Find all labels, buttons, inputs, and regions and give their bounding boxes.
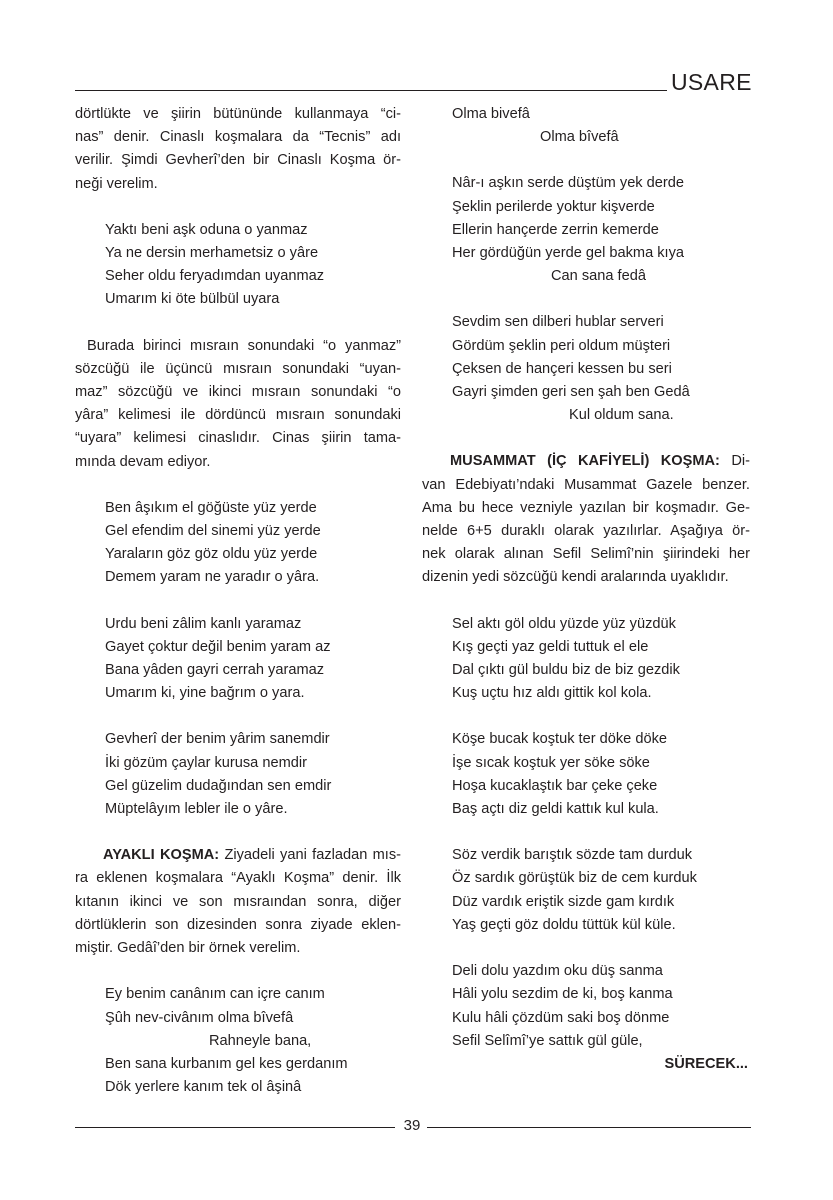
- verse-line: Dök yerlere kanım tek ol âşinâ: [105, 1079, 302, 1096]
- verse-line: Kuş uçtu hız aldı gittik kol kola.: [452, 685, 652, 702]
- stanza: [75, 983, 401, 1099]
- verse-line: Ya ne dersin merhametsiz o yâre: [105, 245, 319, 262]
- text-line: kıtanın ikinci ve son mısraından sonra, diğer: [75, 893, 401, 910]
- stanza: [422, 960, 750, 1053]
- verse-line: Deli dolu yazdım oku düş sanma: [452, 963, 663, 980]
- text-line: nas” denir. Cinaslı koşmalara da “Tecnis” adı: [75, 129, 401, 146]
- text-run: Ziyadeli yani fazladan mıs-: [219, 847, 401, 864]
- verse-line: Ey benim canânım can içre canım: [105, 986, 325, 1003]
- verse-line: Demem yaram ne yaradır o yâra.: [105, 569, 320, 586]
- verse-line: Hoşa kucaklaştık bar çeke çeke: [452, 777, 658, 794]
- text-line: yâra” kelimesi ile dördüncü mısraın sonundaki: [75, 407, 401, 424]
- text-line: [75, 844, 401, 867]
- refrain-line: Can sana fedâ: [551, 268, 646, 285]
- text-line: verilir. Şimdi Gevherî’den bir Cinaslı Koşma ör-: [75, 152, 401, 169]
- continued-label: SÜRECEK...: [664, 1055, 748, 1072]
- verse-line: Her gördüğün yerde gel bakma kıya: [452, 245, 685, 262]
- text-line: dörtlükte ve şiirin bütününde kullanmaya “ci-: [75, 106, 401, 122]
- stanza: [422, 613, 750, 706]
- text-line: van Edebiyatı’ndaki Musammat Gazele benzer.: [422, 476, 750, 493]
- verse-line: Olma bivefâ: [452, 106, 530, 122]
- verse-line: Gevherî der benim yârim sanemdir: [105, 731, 330, 748]
- stanza: [75, 497, 401, 590]
- verse-line: Söz verdik barıştık sözde tam durduk: [452, 847, 693, 864]
- text-line: Burada birinci mısraın sonundaki “o yanmaz”: [87, 337, 401, 354]
- text-line: maz” sözcüğü ve ikinci mısraın sonundaki “o: [75, 384, 401, 401]
- section-heading: MUSAMMAT (İÇ KAFİYELİ) KOŞMA:: [450, 453, 720, 470]
- musammat-kosma-paragraph: [422, 450, 750, 589]
- footer-rule-right: [427, 1127, 751, 1128]
- section-heading: AYAKLI KOŞMA:: [103, 847, 220, 864]
- verse-line: Yaktı beni aşk oduna o yanmaz: [105, 221, 308, 238]
- verse-line: Gayri şimden geri sen şah ben Gedâ: [452, 384, 690, 401]
- text-line: miştir. Gedâî’den bir örnek verelim.: [75, 940, 301, 957]
- verse-line: Köşe bucak koştuk ter döke döke: [452, 731, 667, 748]
- verse-line: Umarım ki, yine bağrım o yara.: [105, 685, 305, 702]
- refrain-line: Rahneyle bana,: [209, 1032, 312, 1049]
- text-run: Di-: [719, 453, 750, 470]
- text-line: dizenin yedi sözcüğü kendi aralarında uyaklıdır.: [422, 569, 729, 586]
- verse-line: Şeklin perilerde yoktur kişverde: [452, 198, 655, 215]
- verse-line: Yaraların göz göz oldu yüz yerde: [105, 546, 318, 563]
- intro-paragraph: [75, 103, 401, 196]
- verse-line: Kış geçti yaz geldi tuttuk el ele: [452, 638, 649, 655]
- verse-line: Gördüm şeklin peri oldum müşteri: [452, 337, 671, 354]
- text-line: ra eklenen koşmalara “Ayaklı Koşma” denir. İlk: [75, 870, 401, 887]
- journal-title: USARE: [671, 69, 752, 95]
- text-line: dörtlüklerin son dizesinden sonra ziyade eklen-: [75, 916, 401, 933]
- verse-line: Bana yâden gayri cerrah yaramaz: [105, 662, 325, 679]
- text-line: neği verelim.: [75, 175, 158, 192]
- verse-line: Gayet çoktur değil benim yaram az: [105, 638, 331, 655]
- right-column: [422, 103, 750, 1076]
- text-line: sözcüğü ile üçüncü mısraın sonundaki “uyan-: [75, 360, 401, 377]
- verse-line: Urdu beni zâlim kanlı yaramaz: [105, 615, 302, 632]
- verse-line: İşe sıcak koştuk yer söke söke: [452, 754, 650, 771]
- verse-line: Nâr-ı aşkın serde düştüm yek derde: [452, 175, 684, 192]
- stanza: [75, 613, 401, 706]
- text-line: [422, 450, 750, 473]
- verse-line: Seher oldu feryadımdan uyanmaz: [105, 268, 325, 285]
- verse-line: Şûh nev-civânım olma bîvefâ: [105, 1009, 294, 1026]
- verse-line: Düz vardık eriştik sizde gam kırdık: [452, 893, 675, 910]
- stanza: [422, 172, 750, 288]
- text-line: mında devam ediyor.: [75, 453, 211, 470]
- text-line: nek olarak alınan Sefil Selimî’nin şiirindeki her: [422, 546, 750, 563]
- footer-rule-left: [75, 1127, 395, 1128]
- verse-line: Müptelâyım lebler ile o yâre.: [105, 801, 288, 818]
- verse-line: Kulu hâli çözdüm saki boş dönme: [452, 1009, 670, 1026]
- refrain-line: Kul oldum sana.: [569, 407, 674, 424]
- page-number: 39: [403, 1117, 421, 1134]
- ayakli-kosma-paragraph: [75, 844, 401, 960]
- text-line: Ama bu hece vezniyle yazılan bir koşmadır. Ge-: [422, 499, 750, 516]
- verse-line: Yaş geçti göz doldu tüttük kül küle.: [452, 916, 676, 933]
- stanza: [422, 103, 750, 149]
- verse-line: Çeksen de hançeri kessen bu seri: [452, 360, 672, 377]
- verse-line: Baş açtı diz geldi kattık kul kula.: [452, 801, 659, 818]
- verse-line: Öz sardık görüştük biz de cem kurduk: [452, 870, 697, 887]
- refrain-line: Olma bîvefâ: [540, 129, 619, 146]
- verse-line: İki gözüm çaylar kurusa nemdir: [105, 754, 307, 771]
- stanza: [422, 728, 750, 821]
- verse-line: Ben âşıkım el göğüste yüz yerde: [105, 499, 317, 516]
- cinas-explanation-paragraph: [75, 335, 401, 474]
- stanza: [75, 219, 401, 312]
- verse-line: Ellerin hançerde zerrin kemerde: [452, 221, 659, 238]
- verse-line: Sefil Selîmî’ye sattık gül güle,: [452, 1032, 643, 1049]
- verse-line: Ben sana kurbanım gel kes gerdanım: [105, 1055, 348, 1072]
- verse-line: Umarım ki öte bülbül uyara: [105, 291, 280, 308]
- verse-line: Sevdim sen dilberi hublar serveri: [452, 314, 664, 331]
- text-line: nelde 6+5 duraklı olarak yazılırlar. Aşağıya ör-: [422, 523, 750, 540]
- stanza: [75, 728, 401, 821]
- left-column: [75, 103, 401, 1099]
- stanza: [422, 844, 750, 937]
- verse-line: Dal çıktı gül buldu biz de biz gezdik: [452, 662, 680, 679]
- verse-line: Gel güzelim dudağından sen emdir: [105, 777, 332, 794]
- verse-line: Hâli yolu sezdim de ki, boş kanma: [452, 986, 673, 1003]
- text-line: “uyara” kelimesi cinaslıdır. Cinas şiirin tama-: [75, 430, 401, 447]
- verse-line: Gel efendim del sinemi yüz yerde: [105, 523, 321, 540]
- header-rule: [75, 90, 667, 91]
- verse-line: Sel aktı göl oldu yüzde yüz yüzdük: [452, 615, 676, 632]
- stanza: [422, 311, 750, 427]
